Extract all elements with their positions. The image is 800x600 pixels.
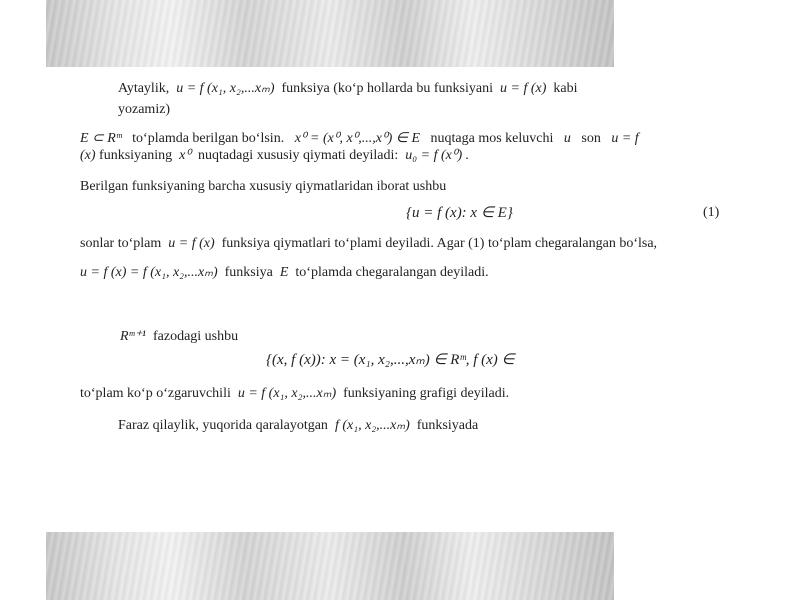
text: funksiya [224,265,273,280]
formula: u = f (x₁, x₂,...xₘ) [237,386,337,401]
formula: u = f (x) [500,81,547,96]
text: Aytaylik, [118,81,170,96]
paragraph-line-9 [80,385,509,402]
text: yozamiz) [118,102,171,117]
formula: u = f (x) = f (x₁, x₂,...xₘ) [80,265,218,280]
paragraph-line-10 [118,417,478,434]
paragraph-line-4 [80,147,469,164]
formula: u₀ = f (x⁰) . [405,148,470,163]
paragraph-line-5 [80,178,446,195]
text: son [581,131,601,146]
text: Faraz qilaylik, yuqorida qaralayotgan [118,418,328,433]
equation-number: (1) [703,205,720,220]
text: funksiyaning [99,148,173,163]
formula: E ⊂ Rᵐ [80,131,122,146]
text: Berilgan funksiyaning barcha xususiy qiymatlaridan iborat ushbu [80,179,447,194]
equation-1: {u = f (x): x ∈ E} [406,205,513,221]
text: funksiyaning grafigi deyiladi. [343,386,510,401]
text: funksiya (ko‘p hollarda bu funksiyani [281,81,493,96]
formula: u = f (x₁, x₂,...xₘ) [176,81,275,96]
formula: u = f [611,131,639,146]
bottom-scan-band [46,532,614,600]
text: kabi [553,81,578,96]
text: to‘plamda berilgan bo‘lsin. [132,131,285,146]
equation-2: {(x, f (x)): x = (x₁, x₂,...,xₘ) ∈ Rᵐ, f (x) ∈ [266,352,515,368]
formula: x⁰ = (x⁰, x⁰,...,x⁰) ∈ E [294,131,421,146]
top-scan-band [46,0,614,67]
formula: u [563,131,571,146]
formula: (x) [80,148,96,163]
paragraph-line-7 [80,264,489,281]
paragraph-line-1 [118,80,577,97]
text: to‘plam ko‘p o‘zgaruvchili [80,386,231,401]
text: fazodagi ushbu [152,329,239,344]
text: to‘plamda chegaralangan deyiladi. [295,265,489,280]
paragraph-line-2 [118,101,170,118]
text: sonlar to‘plam [80,236,162,251]
paragraph-line-3 [80,130,639,147]
paragraph-line-8 [120,328,238,345]
text: funksiya qiymatlari to‘plami deyiladi. Agar (1) to‘plam chegaralangan bo‘lsa, [221,236,658,251]
text: funksiyada [416,418,479,433]
text: nuqtaga mos keluvchi [430,131,554,146]
formula: Rᵐ⁺¹ [120,329,146,344]
formula: E [279,265,289,280]
formula: u = f (x) [168,236,215,251]
formula: x⁰ [179,148,191,163]
text: nuqtadagi xususiy qiymati deyiladi: [197,148,399,163]
paragraph-line-6 [80,235,657,252]
formula: f (x₁, x₂,...xₘ) [334,418,410,433]
